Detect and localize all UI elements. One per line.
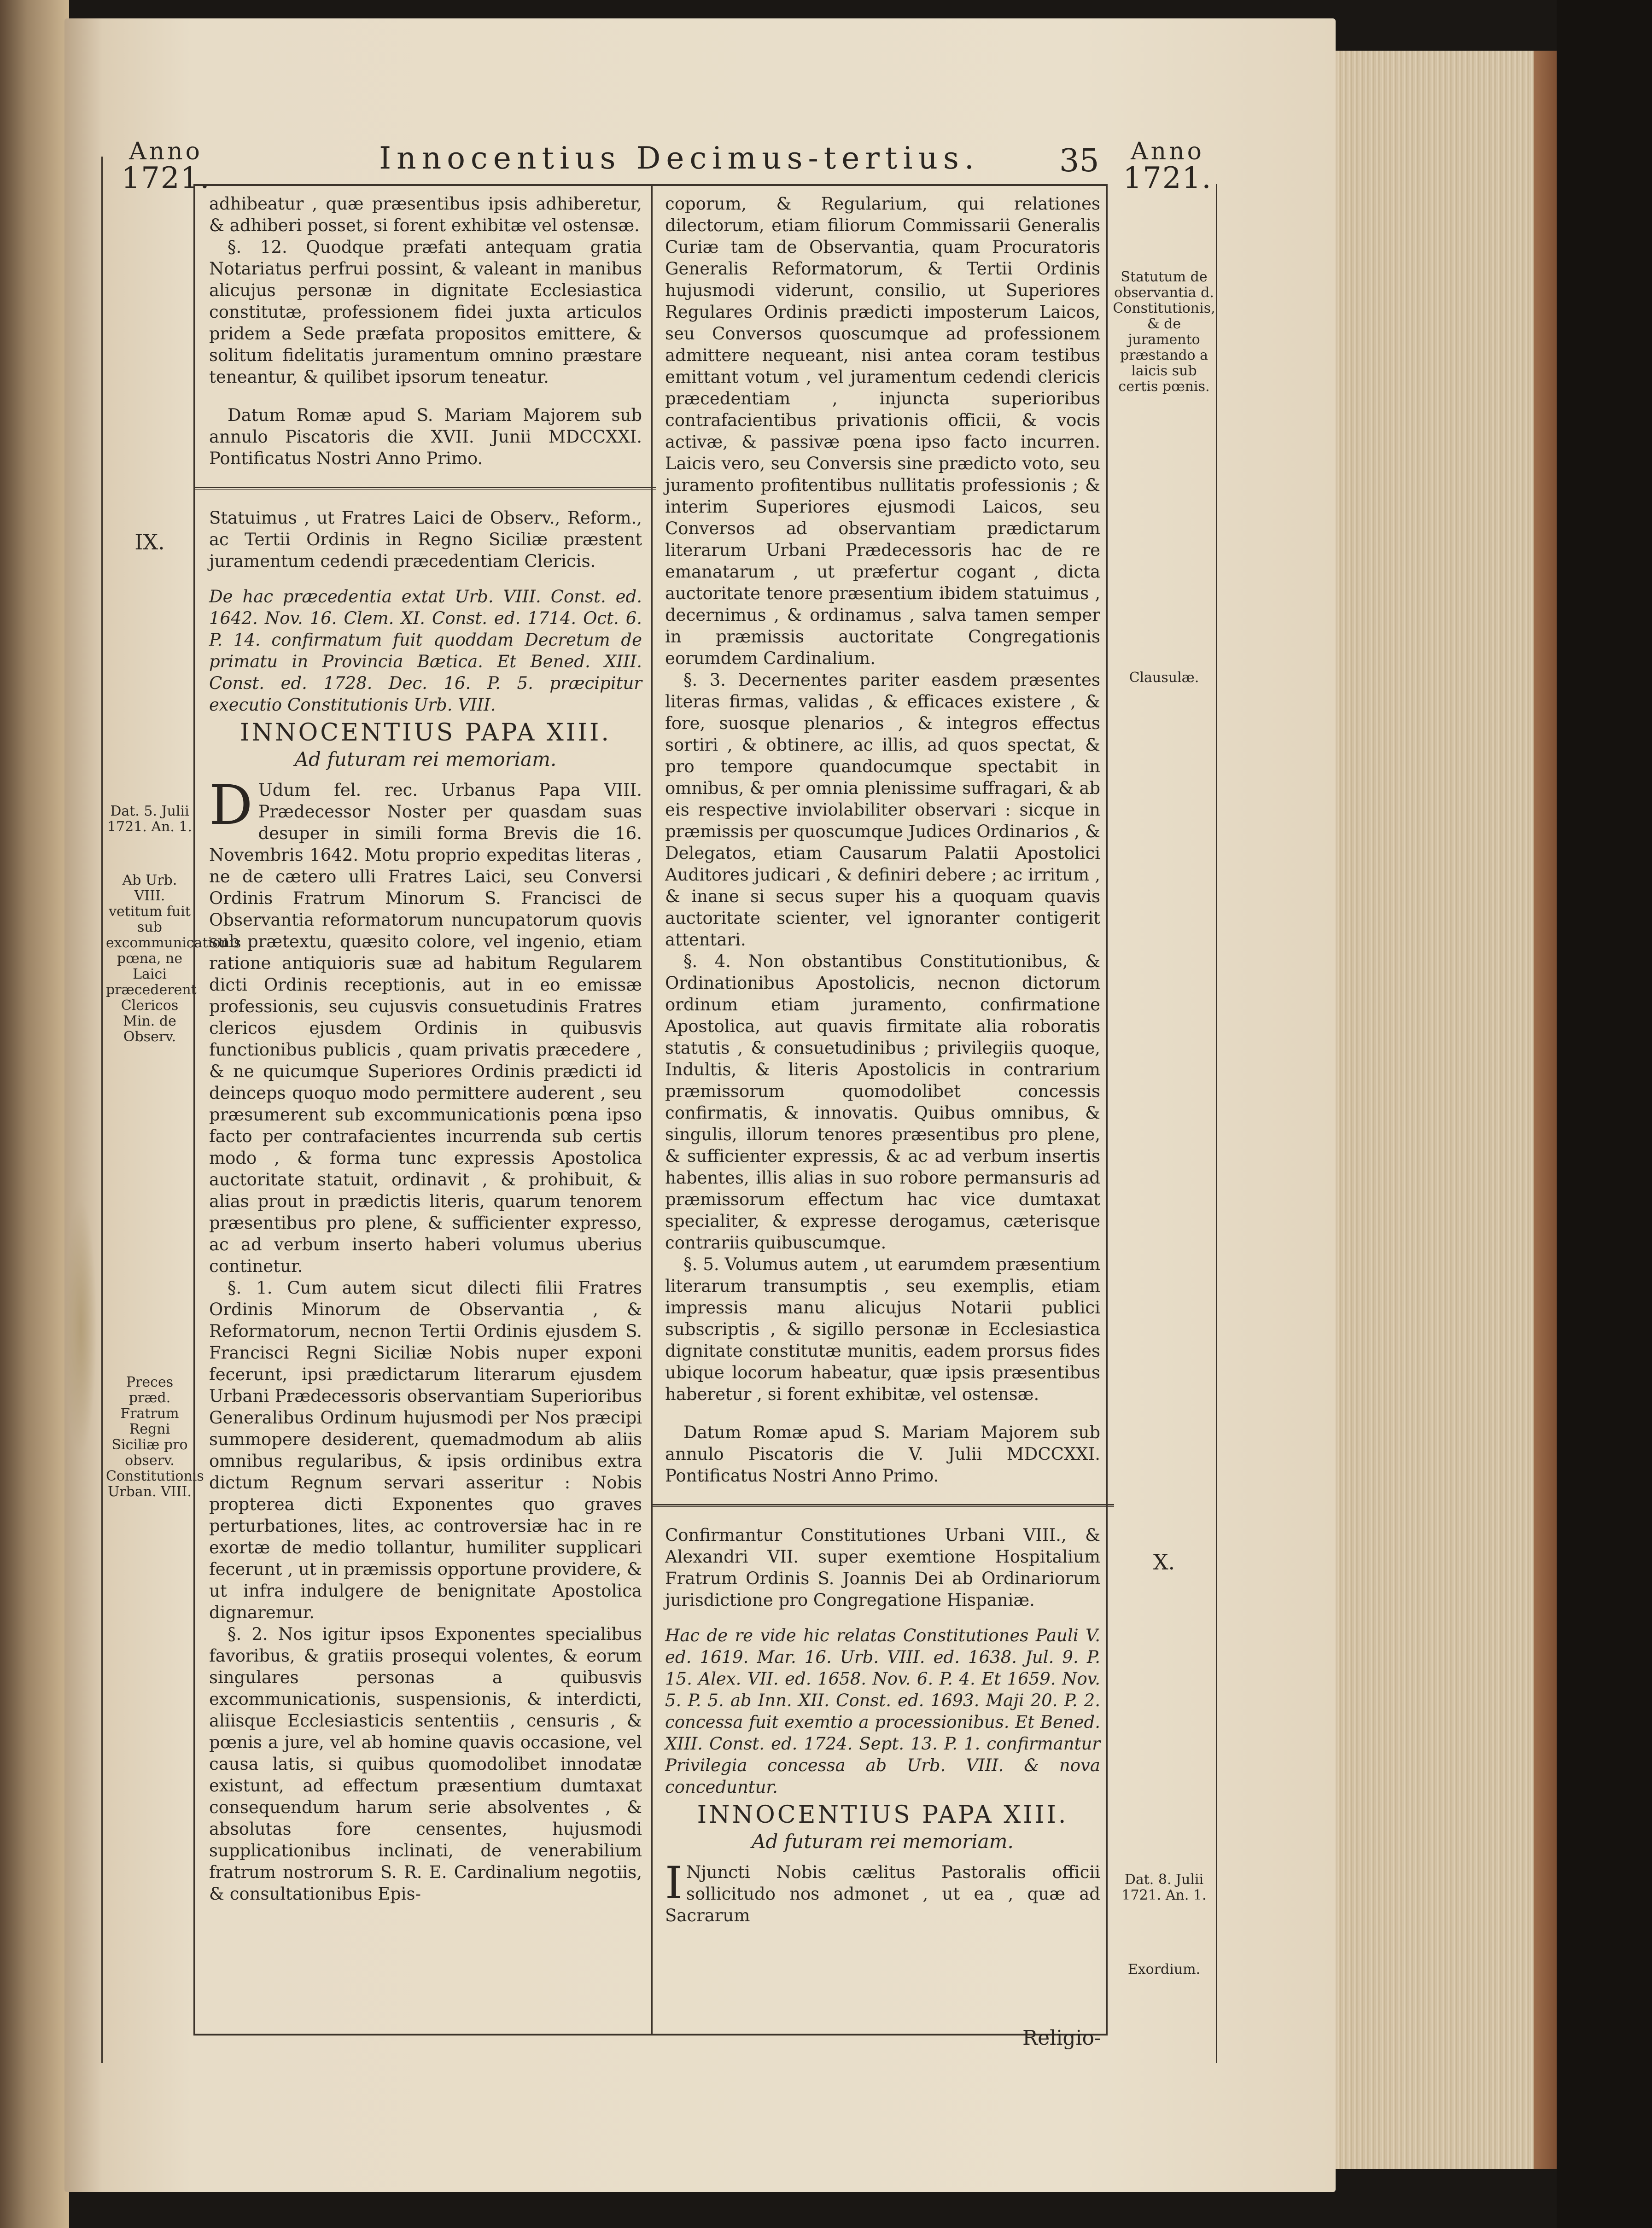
section-divider [195,487,656,490]
column-rule [651,186,653,2034]
text-frame [193,184,1108,2036]
section-summary: Confirmantur Constitutiones Urbani VIII., & Alexandri VII. super exemtione Hospitalium Fratrum Ordinis S. Joannis Dei ab Ordinariorum jurisdictione pro Congregatione Hispaniæ. [665,1525,1100,1610]
margin-note-ab-urb: Ab Urb. VIII. vetitum fuit sub excommunicationis pœna, ne Laici præcederent Clericos Min. de Observ. [106,872,241,1045]
running-head [120,138,1216,195]
paragraph-text: Udum fel. rec. Urbanus Papa VIII. Prædecessor Noster per quasdam suas desuper in simili forma Brevis die 16. Novembris 1642. Motu proprio expeditas literas , ne de cætero ulli Fratres Laici, seu Conversi Ordinis Fratrum Minorum S. Francisci de Observantia reformatorum nuncupatorum quovis sub prætextu, quæsito colore, vel ingenio, etiam ratione antiquioris suæ ad habitum Regularem dicti Ordinis receptionis, aut in eo emissæ professionis, seu cujusvis consuetudinis Fratres clericos ejusdem Ordinis in quibusvis functionibus publicis , quam privatis præcedere , & ne quicumque Superiores Ordinis prædicti id deinceps quoquo modo permittere auderent , seu præsumerent sub excommunicationis pœna ipso facto per contrafacientes incurrenda sub certis modo , & forma tunc expressis Apostolica auctoritate statuit, ordinavit , & prohibuit, & alias prout in prædictis literis, quarum tenorem præsentibus pro plene, & sufficienter expresso, ac ad verbum inserto haberi volumus uberius continetur. [209,780,642,1276]
right-column [665,193,1100,1926]
italic-reference-note: De hac præcedentia extat Urb. VIII. Const. ed. 1642. Nov. 16. Clem. XI. Const. ed. 1714. Oct. 6. P. 14. confirmatum fuit quoddam Decretum de primatu in Provincia Bætica. Et Bened. XIII. Const. ed. 1728. Dec. 16. P. 5. præcipitur executio Constitutionis Urb. VIII. [209,587,642,715]
italic-reference-note: Hac de re vide hic relatas Constitutiones Pauli V. ed. 1619. Mar. 16. Urb. VIII. ed. 1638. Jul. 9. P. 15. Alex. VII. ed. 1658. Nov. 6. P. 4. Et 1659. Nov. 5. P. 5. ab Inn. XII. Const. ed. 1693. Maji 20. P. 2. concessa fuit exemtio a processionibus. Et Bened. XIII. Const. ed. 1724. Sept. 13. P. 1. confirmantur Privilegia concessa ab Urb. VIII. & nova conceduntur. [665,1626,1100,1797]
left-column [209,193,642,1905]
right-margin-rule [1216,184,1217,2063]
datum-line: Datum Romæ apud S. Mariam Majorem sub annulo Piscatoris die V. Julii MDCCXXI. Pontificatus Nostri Anno Primo. [665,1423,1100,1486]
paragraph-s5: §. 5. Volumus autem , ut earumdem præsentium literarum transumptis , seu exemplis, etiam impressis manu alicujus Notarii publici subscriptis , & sigillo personæ in Ecclesiastica dignitate constitutæ munitis, eadem prorsus fides ubique locorum habeatur, quæ ipsis præsentibus haberetur , si forent exhibitæ, vel ostensæ. [665,1254,1100,1404]
anno-label: Anno [129,138,203,165]
paragraph-s3: §. 3. Decernentes pariter easdem præsentes literas firmas, validas , & efficaces existere , & fore, suosque plenarios , & integros effectus sortiri , & obtinere, ac illis, ad quos spectat, & pro tempore quandocumque spectabit in omnibus, & per omnia plenissime suffragari, & ab eis respective inviolabiliter observari : sicque in præmissis per quoscumque Judices Ordinarios , & Delegatos, etiam Causarum Palatii Apostolici Auditores judicari , & definiri debere ; ac irritum , & inane si secus super his a quoquam quavis auctoritate scienter, vel ignoranter contigerit attentari. [665,670,1100,950]
ad-futuram-heading: Ad futuram rei memoriam. [752,1830,1014,1853]
pope-heading: INNOCENTIUS PAPA XIII. [240,719,611,747]
anno-left [120,138,212,195]
paragraph-dudum [209,773,642,1277]
margin-note-exordium: Exordium. [1127,1961,1201,1977]
ad-futuram-heading: Ad futuram rei memoriam. [294,748,557,770]
catchword: Religio- [1022,2026,1101,2050]
page-title: Innocentius Decimus-tertius. [379,140,980,176]
book-cover [1557,0,1652,2228]
section-divider [651,1504,1114,1507]
paragraph-s4: §. 4. Non obstantibus Constitutionibus, & Ordinationibus Apostolicis, necnon dictorum ordinum etiam juramento, confirmatione Apostolica, aut quavis firmitate alia roboratis statutis , & consuetudinibus ; privilegiis quoque, Indultis, & literis Apostolicis in contrarium præmissorum quomodolibet concessis confirmatis, & innovatis. Quibus omnibus, & singulis, illorum tenores præsentibus pro plene, & sufficienter expressis, & ac ad verbum insertis habentes, illis alias in suo robore permansuris ad præmissorum effectum hac vice dumtaxat specialiter, & expresse derogamus, cæterisque contrariis quibuscumque. [665,951,1100,1253]
margin-note-preces: Preces præd. Fratrum Regni Siciliæ pro observ. Constitutionis Urban. VIII. [106,1374,204,1500]
margin-note-statutum: Statutum de observantia d. Constitutionis, & de juramento præstando a laicis sub certis pœnis. [1113,269,1215,395]
margin-note-ix: IX. [134,530,165,554]
paragraph: adhibeatur , quæ præsentibus ipsis adhiberetur, & adhiberi posset, si forent exhibitæ vel ostensæ. [209,194,642,235]
anno-right [1117,138,1218,195]
left-margin-rule [101,157,103,2063]
book-fore-edge [1331,51,1557,2169]
drop-cap: D [209,773,253,837]
drop-cap: I [665,1857,683,1909]
margin-note-date-right: Dat. 8. Julii 1721. An. 1. [1121,1872,1207,1903]
paragraph-s1: §. 1. Cum autem sicut dilecti filii Fratres Ordinis Minorum de Observantia , & Reformatorum, necnon Tertii Ordinis ejusdem S. Francisci Regni Siciliæ Nobis nuper exponi fecerunt, ipsi prædictarum literarum ejusdem Urbani Prædecessoris observantiam Superioribus Generalibus Ordinum hujusmodi per Nos præcipi summopere desiderent, quemadmodum ab aliis omnibus regularibus, & ipsis ordinibus extra dictum Regnum servari asseritur : Nobis propterea dicti Exponentes quo graves perturbationes, lites, ac controversiæ hac in re exortæ de medio tollantur, humiliter supplicari fecerunt , ut in præmissis opportune providere, & ut infra indulgere de benignitate Apostolica dignaremur. [209,1278,642,1622]
paragraph-text: Njuncti Nobis cælitus Pastoralis officii sollicitudo nos admonet , ut ea , quæ ad Sacrarum [665,1862,1100,1925]
page-number: 35 [1059,143,1099,179]
section-summary: Statuimus , ut Fratres Laici de Observ., Reform., ac Tertii Ordinis in Regno Siciliæ præstent juramentum cedendi præcedentiam Clericis. [209,508,642,571]
margin-note-x: X. [1153,1550,1175,1575]
paragraph-continued: coporum, & Regularium, qui relationes dilectorum, etiam filiorum Commissarii Generalis Curiæ tam de Observantia, quam Procuratoris Generalis Reformatorum, & Tertii Ordinis hujusmodi viderunt, consilio, ut Superiores Regulares Ordinis prædicti imposterum Laicos, seu Conversos quoscumque ad professionem admittere nequeant, nisi antea coram testibus emittant votum , vel juramentum cedendi clericis præcedentiam , injuncta superioribus contrafacientibus privationis officii, & vocis activæ, & passivæ pœna ipso facto incurren. Laicis vero, seu Conversis sine prædicto voto, seu juramento profitentibus nullitatis professionis ; & interim Superiores ejusmodi Laicos, seu Conversos ad observantiam prædictarum literarum Urbani Prædecessoris hac de re emanatarum , ut præfertur cogant , dicta auctoritate tenore præsentium ibidem statuimus , decernimus , & ordinamus , salva tamen semper in præmissis auctoritate Congregationis eorumdem Cardinalium. [665,194,1100,668]
anno-label: Anno [1131,138,1204,165]
paragraph-s12: §. 12. Quodque præfati antequam gratia Notariatus perfrui possint, & valeant in manibus alicujus personæ in dignitate Ecclesiastica constitutæ, professionem fidei juxta articulos pridem a Sede præfata propositos emittere, & solitum fidelitatis juramentum omnino præstare teneantur, & quilibet ipsorum teneatur. [209,237,642,387]
paragraph-injuncti [665,1857,1100,1926]
anno-year: 1721. [121,161,210,195]
margin-note-clausulae: Clausulæ. [1129,670,1199,686]
anno-year: 1721. [1123,161,1212,195]
margin-note-date-left: Dat. 5. Julii 1721. An. 1. [107,803,193,835]
pope-heading: INNOCENTIUS PAPA XIII. [697,1801,1068,1829]
datum-line: Datum Romæ apud S. Mariam Majorem sub annulo Piscatoris die XVII. Junii MDCCXXI. Pontificatus Nostri Anno Primo. [209,405,642,468]
left-page-edge [0,0,69,2228]
paragraph-s2: §. 2. Nos igitur ipsos Exponentes specialibus favoribus, & gratiis prosequi volentes, & eorum singulares personas a quibusvis excommunicationis, suspensionis, & interdicti, aliisque Ecclesiasticis sententiis , censuris , & pœnis a jure, vel ab homine quavis occasione, vel causa latis, si quibus quomodolibet innodatæ existunt, ad effectum præsentium dumtaxat consequendum harum serie absolventes , & absolutas fore censentes, hujusmodi supplicationibus inclinati, de venerabilium fratrum nostrorum S. R. E. Cardinalium negotiis, & consultationibus Epis- [209,1624,642,1904]
page-stain [64,1197,97,1455]
